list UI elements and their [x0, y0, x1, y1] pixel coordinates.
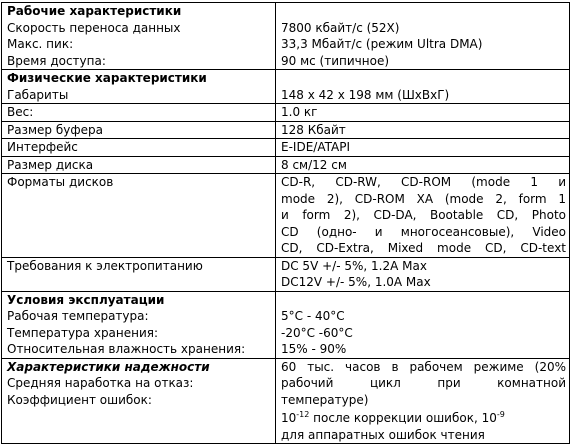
- table-row: [2, 358, 570, 444]
- interface-value: E-IDE/ATAPI: [276, 139, 570, 157]
- table-row: [2, 70, 570, 104]
- disc-size-label: Размер диска: [2, 156, 276, 174]
- operating-temp-label: Рабочая температура:: [7, 309, 149, 323]
- table-row: [2, 257, 570, 291]
- operating-temp-value: 5°C - 40°C: [281, 309, 345, 323]
- table-row: [2, 121, 570, 139]
- disc-formats-line: CD (одно- и многосеансовые), Video: [281, 224, 566, 239]
- physical-values-cell: [276, 70, 570, 104]
- environment-values-cell: [276, 291, 570, 358]
- power-line: DC12V +/- 5%, 1.0A Max: [281, 275, 431, 289]
- section-title-environment: Условия эксплуатации: [7, 292, 165, 307]
- section-title-physical: Физические характеристики: [7, 71, 207, 85]
- table-row: [2, 156, 570, 174]
- power-label: Требования к электропитанию: [2, 257, 276, 291]
- dimensions-label: Габариты: [7, 87, 69, 102]
- error-exponent: -12: [296, 410, 310, 419]
- mtbf-label: Средняя наработка на отказ:: [7, 376, 194, 390]
- reliability-values-cell: [276, 358, 570, 444]
- table-row: [2, 291, 570, 358]
- transfer-rate-label: Скорость переноса данных: [7, 20, 181, 35]
- environment-labels-cell: [2, 291, 276, 358]
- physical-labels-cell: [2, 70, 276, 104]
- disc-size-value: 8 см/12 см: [276, 156, 570, 174]
- weight-value: 1.0 кг: [276, 104, 570, 122]
- mtbf-line: температуре): [281, 392, 369, 407]
- disc-formats-value: [276, 174, 570, 258]
- weight-label: Вес:: [2, 104, 276, 122]
- error-base: 10: [281, 411, 297, 425]
- disc-formats-line: mode 2), CD-ROM XA (mode 2, form 1: [281, 191, 566, 206]
- performance-labels-cell: [2, 3, 276, 70]
- peak-rate-label: Макс. пик:: [7, 37, 74, 51]
- section-title-performance: Рабочие характеристики: [7, 4, 182, 18]
- humidity-label: Относительная влажность хранения:: [7, 342, 246, 356]
- table-row: [2, 174, 570, 258]
- table-row: [2, 104, 570, 122]
- error-rate-last-line: для аппаратных ошибок чтения: [281, 427, 485, 442]
- peak-rate-value: 33,3 Мбайт/с (режим Ultra DMA): [281, 37, 483, 51]
- error-exponent: -9: [496, 410, 505, 419]
- buffer-value: 128 Кбайт: [276, 121, 570, 139]
- access-time-label: Время доступа:: [7, 53, 106, 68]
- mtbf-line: 60 тыс. часов в рабочем режиме (20%: [281, 359, 566, 374]
- storage-temp-label: Температура хранения:: [7, 325, 159, 340]
- transfer-rate-value: 7800 кбайт/с (52X): [281, 20, 400, 35]
- disc-formats-line: и form 2), CD-DA, Bootable CD, Photo: [281, 208, 566, 222]
- section-title-reliability: Характеристики надежности: [7, 359, 210, 374]
- disc-formats-line: CD, CD-Extra, Mixed mode CD, CD-text: [281, 241, 566, 255]
- mtbf-line: рабочий цикл при комнатной: [281, 376, 566, 390]
- disc-formats-line: CD-R, CD-RW, CD-ROM (mode 1 и: [281, 175, 566, 189]
- table-row: [2, 3, 570, 70]
- disc-formats-label: Форматы дисков: [2, 174, 276, 258]
- error-rate-label: Коэффициент ошибок:: [7, 392, 152, 407]
- table-row: [2, 139, 570, 157]
- storage-temp-value: -20°C -60°C: [281, 325, 353, 340]
- access-time-value: 90 мс (типичное): [281, 53, 390, 68]
- error-rate-line: [281, 408, 566, 427]
- interface-label: Интерфейс: [2, 139, 276, 157]
- dimensions-value: 148 x 42 x 198 мм (ШxВxГ): [281, 87, 450, 102]
- error-mid-text: после коррекции ошибок, 10: [309, 411, 497, 425]
- performance-values-cell: [276, 3, 570, 70]
- reliability-labels-cell: [2, 358, 276, 444]
- specifications-table: [1, 2, 570, 444]
- power-line: DC 5V +/- 5%, 1.2A Max: [281, 258, 427, 273]
- humidity-value: 15% - 90%: [281, 342, 347, 356]
- buffer-label: Размер буфера: [2, 121, 276, 139]
- power-value: [276, 257, 570, 291]
